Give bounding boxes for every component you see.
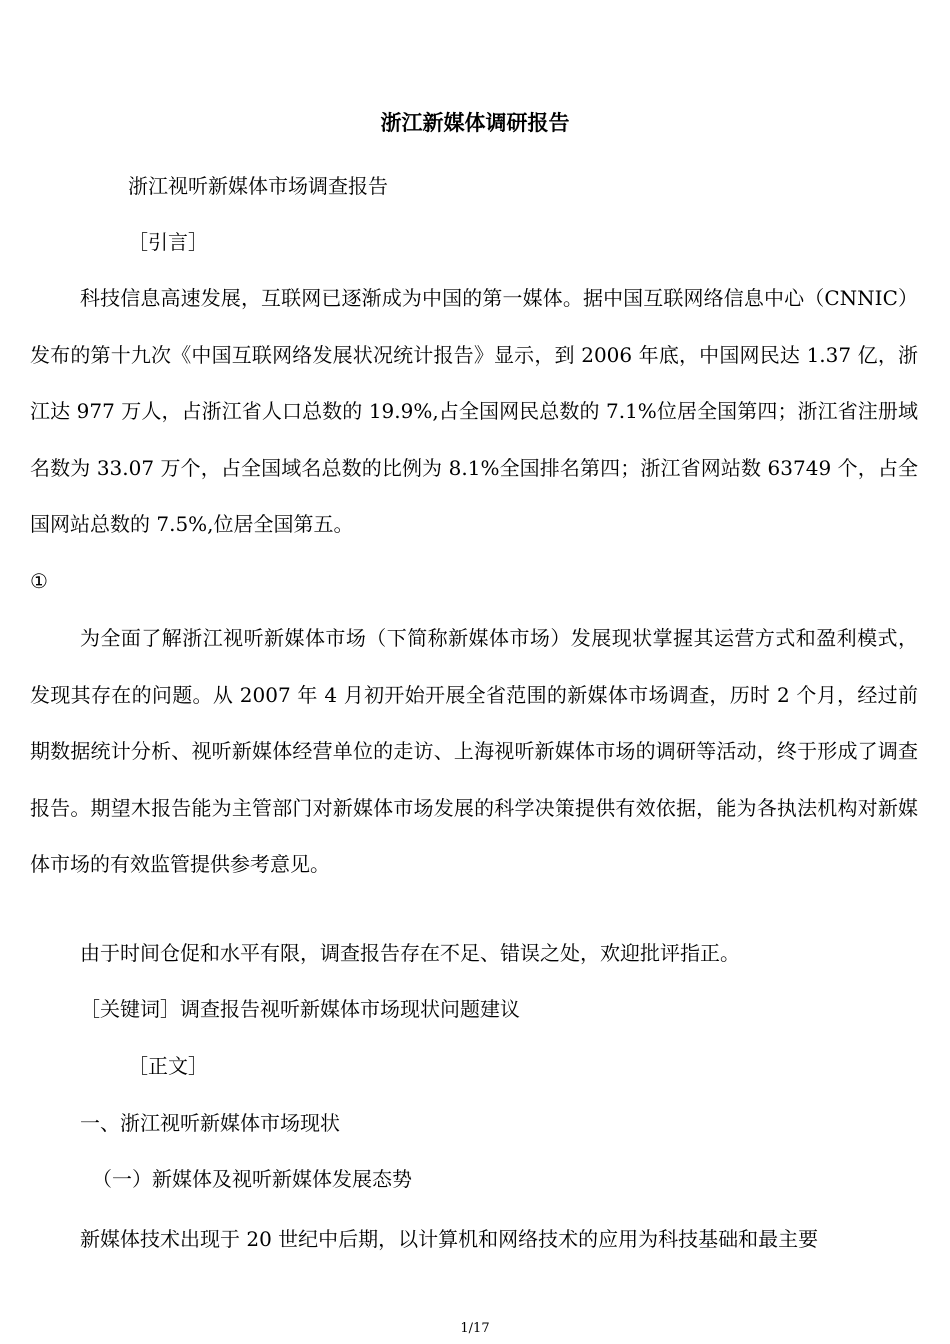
page-number: 1/17 (460, 1321, 490, 1336)
disclaimer-paragraph: 由于时间仓促和水平有限，调查报告存在不足、错误之处，欢迎批评指正。 (80, 941, 740, 965)
intro-heading: ［引言］ (128, 230, 208, 254)
footnote-marker: ① (30, 569, 48, 593)
purpose-paragraph: 为全面了解浙江视听新媒体市场（下简称新媒体市场）发展现状掌握其运营方式和盈利模式，发现其存在的问题。从 2007 年 4 月初开始开展全省范围的新媒体市场调查，历时 2 个月，经过前期数据统计分析、视听新媒体经营单位的走访、上海视听新媒体市场的调研等活动，终于形成了调查报告。期望木报告能为主管部门对新媒体市场发展的科学决策提供有效依据，能为各执法机构对新媒体市场的有效监管提供参考意见。 (30, 626, 918, 876)
document-title: 浙江新媒体调研报告 (380, 111, 570, 135)
intro-paragraph: 科技信息高速发展，互联网已逐渐成为中国的第一媒体。据中国互联网络信息中心（CNNIC）发布的第十九次《中国互联网络发展状况统计报告》显示，到 2006 年底，中国网民达 1.37 亿，浙江达 977 万人，占浙江省人口总数的 19.9%,占全国网民总数的 7.1%位居全国第四；浙江省注册域名数为 33.07 万个，占全国域名总数的比例为 8.1%全国排名第四；浙江省网站数 63749 个，占全国网站总数的 7.5%,位居全国第五。 (30, 286, 918, 536)
body-paragraph: 新媒体技术出现于 20 世纪中后期，以计算机和网络技术的应用为科技基础和最主要 (80, 1227, 819, 1251)
keywords-line: ［关键词］调查报告视听新媒体市场现状问题建议 (80, 997, 520, 1021)
body-heading: ［正文］ (128, 1054, 208, 1078)
subsection-heading: （一）新媒体及视听新媒体发展态势 (92, 1167, 412, 1191)
section-heading: 一、浙江视听新媒体市场现状 (80, 1111, 340, 1135)
report-subtitle: 浙江视听新媒体市场调查报告 (128, 174, 388, 198)
